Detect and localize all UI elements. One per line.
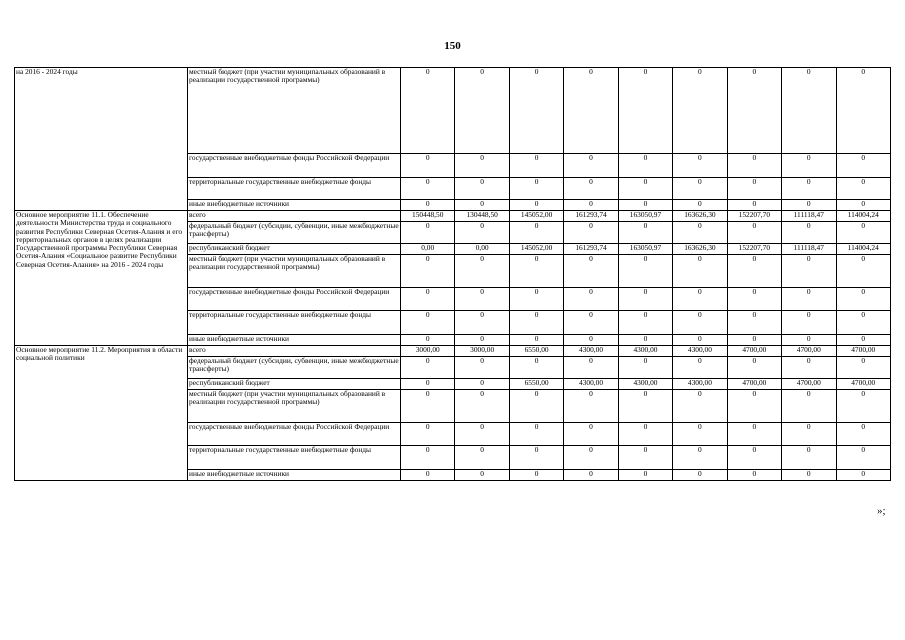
amount-cell: 0,00 (455, 244, 509, 255)
amount-cell: 114004,24 (836, 211, 891, 222)
measure-name-cell: Основное мероприятие 11.2. Мероприятия в области социальной политики (15, 346, 188, 481)
amount-cell: 0 (727, 311, 781, 335)
amount-cell: 0 (564, 311, 618, 335)
amount-cell: 0 (836, 335, 891, 346)
amount-cell: 0 (509, 154, 563, 178)
amount-cell: 0 (618, 222, 672, 244)
amount-cell: 0 (673, 311, 727, 335)
amount-cell: 0 (564, 178, 618, 200)
amount-cell: 114004,24 (836, 244, 891, 255)
amount-cell: 0 (455, 288, 509, 311)
amount-cell: 0 (455, 200, 509, 211)
funding-source-cell: федеральный бюджет (субсидии, субвенции, иные межбюджетные трансферты) (188, 222, 401, 244)
funding-source-cell: всего (188, 346, 401, 357)
funding-source-cell: местный бюджет (при участии муниципальных образований в реализации государственной программы) (188, 68, 401, 154)
amount-cell: 0 (401, 288, 455, 311)
amount-cell: 0,00 (401, 244, 455, 255)
amount-cell: 0 (509, 288, 563, 311)
amount-cell: 0 (618, 68, 672, 154)
table-row (15, 68, 891, 154)
amount-cell: 111118,47 (782, 211, 836, 222)
amount-cell: 0 (401, 222, 455, 244)
amount-cell: 0 (455, 222, 509, 244)
amount-cell: 0 (673, 255, 727, 288)
funding-source-cell: республиканский бюджет (188, 244, 401, 255)
table-row (15, 346, 891, 357)
amount-cell: 0 (782, 390, 836, 423)
amount-cell: 161293,74 (564, 211, 618, 222)
amount-cell: 0 (727, 446, 781, 470)
amount-cell: 4700,00 (782, 346, 836, 357)
amount-cell: 0 (618, 390, 672, 423)
amount-cell: 0 (618, 255, 672, 288)
amount-cell: 0 (618, 446, 672, 470)
amount-cell: 0 (782, 335, 836, 346)
amount-cell: 0 (618, 357, 672, 379)
amount-cell: 0 (727, 68, 781, 154)
amount-cell: 0 (401, 423, 455, 446)
funding-source-cell: иные внебюджетные источники (188, 470, 401, 481)
amount-cell: 0 (401, 154, 455, 178)
amount-cell: 152207,70 (727, 244, 781, 255)
amount-cell: 150448,50 (401, 211, 455, 222)
amount-cell: 0 (836, 288, 891, 311)
funding-source-cell: федеральный бюджет (субсидии, субвенции, иные межбюджетные трансферты) (188, 357, 401, 379)
amount-cell: 0 (618, 178, 672, 200)
amount-cell: 0 (564, 470, 618, 481)
amount-cell: 0 (673, 390, 727, 423)
amount-cell: 0 (618, 423, 672, 446)
amount-cell: 0 (509, 446, 563, 470)
amount-cell: 0 (782, 311, 836, 335)
amount-cell: 0 (618, 200, 672, 211)
amount-cell: 0 (401, 379, 455, 390)
funding-source-cell: всего (188, 211, 401, 222)
amount-cell: 145052,00 (509, 244, 563, 255)
amount-cell: 0 (727, 390, 781, 423)
amount-cell: 0 (401, 255, 455, 288)
amount-cell: 0 (836, 222, 891, 244)
amount-cell: 0 (782, 255, 836, 288)
amount-cell: 0 (727, 178, 781, 200)
amount-cell: 0 (673, 446, 727, 470)
amount-cell: 4300,00 (618, 346, 672, 357)
amount-cell: 0 (564, 255, 618, 288)
amount-cell: 4300,00 (673, 379, 727, 390)
amount-cell: 0 (401, 446, 455, 470)
amount-cell: 0 (455, 255, 509, 288)
amount-cell: 0 (836, 255, 891, 288)
amount-cell: 152207,70 (727, 211, 781, 222)
amount-cell: 0 (564, 390, 618, 423)
amount-cell: 0 (564, 200, 618, 211)
amount-cell: 4700,00 (836, 346, 891, 357)
amount-cell: 0 (455, 390, 509, 423)
amount-cell: 4300,00 (673, 346, 727, 357)
amount-cell: 0 (673, 222, 727, 244)
amount-cell: 0 (509, 222, 563, 244)
funding-source-cell: иные внебюджетные источники (188, 335, 401, 346)
amount-cell: 0 (727, 423, 781, 446)
funding-source-cell: территориальные государственные внебюджетные фонды (188, 178, 401, 200)
amount-cell: 0 (727, 255, 781, 288)
amount-cell: 163050,97 (618, 211, 672, 222)
amount-cell: 0 (401, 357, 455, 379)
amount-cell: 6550,00 (509, 379, 563, 390)
amount-cell: 0 (455, 335, 509, 346)
amount-cell: 0 (782, 288, 836, 311)
amount-cell: 0 (455, 154, 509, 178)
measure-name-cell: Основное мероприятие 11.1. Обеспечение деятельности Министерства труда и социального развития Республики Северная Осетия-Алания и его территориальных органов в целях реализации Государственной программы Республики Северная Осетия-Алания «Социальное развитие Республики Северная Осетия-Алания» на 2016 - 2024 годы (15, 211, 188, 346)
amount-cell: 111118,47 (782, 244, 836, 255)
amount-cell: 0 (673, 357, 727, 379)
amount-cell: 0 (836, 357, 891, 379)
amount-cell: 0 (727, 200, 781, 211)
amount-cell: 4300,00 (564, 346, 618, 357)
amount-cell: 0 (836, 178, 891, 200)
amount-cell: 0 (673, 423, 727, 446)
amount-cell: 0 (455, 470, 509, 481)
amount-cell: 0 (782, 154, 836, 178)
amount-cell: 0 (564, 68, 618, 154)
amount-cell: 0 (727, 288, 781, 311)
amount-cell: 0 (509, 335, 563, 346)
budget-table-body (15, 68, 891, 481)
amount-cell: 4700,00 (727, 346, 781, 357)
amount-cell: 0 (836, 154, 891, 178)
amount-cell: 0 (727, 154, 781, 178)
amount-cell: 0 (673, 288, 727, 311)
amount-cell: 163626,30 (673, 244, 727, 255)
amount-cell: 163050,97 (618, 244, 672, 255)
amount-cell: 0 (782, 423, 836, 446)
amount-cell: 0 (782, 178, 836, 200)
amount-cell: 161293,74 (564, 244, 618, 255)
measure-name-cell: на 2016 - 2024 годы (15, 68, 188, 211)
amount-cell: 0 (782, 200, 836, 211)
amount-cell: 130448,50 (455, 211, 509, 222)
amount-cell: 4700,00 (727, 379, 781, 390)
amount-cell: 0 (618, 154, 672, 178)
amount-cell: 0 (401, 200, 455, 211)
amount-cell: 0 (509, 423, 563, 446)
amount-cell: 0 (836, 68, 891, 154)
amount-cell: 0 (782, 470, 836, 481)
amount-cell: 0 (509, 470, 563, 481)
amount-cell: 0 (509, 255, 563, 288)
amount-cell: 0 (455, 379, 509, 390)
amount-cell: 0 (673, 200, 727, 211)
amount-cell: 0 (673, 68, 727, 154)
amount-cell: 0 (455, 357, 509, 379)
amount-cell: 0 (455, 446, 509, 470)
amount-cell: 0 (455, 423, 509, 446)
amount-cell: 4700,00 (782, 379, 836, 390)
amount-cell: 0 (673, 335, 727, 346)
amount-cell: 0 (727, 335, 781, 346)
amount-cell: 0 (401, 390, 455, 423)
amount-cell: 0 (401, 68, 455, 154)
amount-cell: 0 (727, 222, 781, 244)
amount-cell: 0 (836, 470, 891, 481)
amount-cell: 0 (673, 154, 727, 178)
amount-cell: 0 (564, 222, 618, 244)
amount-cell: 0 (727, 357, 781, 379)
amount-cell: 4300,00 (618, 379, 672, 390)
funding-source-cell: местный бюджет (при участии муниципальных образований в реализации государственной программы) (188, 390, 401, 423)
amount-cell: 0 (401, 311, 455, 335)
amount-cell: 0 (836, 446, 891, 470)
funding-source-cell: государственные внебюджетные фонды Российской Федерации (188, 423, 401, 446)
amount-cell: 0 (836, 311, 891, 335)
amount-cell: 0 (727, 470, 781, 481)
funding-source-cell: государственные внебюджетные фонды Российской Федерации (188, 154, 401, 178)
amount-cell: 0 (836, 390, 891, 423)
amount-cell: 0 (618, 288, 672, 311)
amount-cell: 3000,00 (455, 346, 509, 357)
funding-source-cell: иные внебюджетные источники (188, 200, 401, 211)
amount-cell: 0 (564, 446, 618, 470)
amount-cell: 0 (401, 178, 455, 200)
page-number: 150 (444, 40, 461, 52)
budget-table (14, 67, 891, 481)
amount-cell: 0 (618, 470, 672, 481)
amount-cell: 0 (455, 311, 509, 335)
amount-cell: 0 (455, 178, 509, 200)
closing-quote-mark: »; (877, 505, 886, 517)
amount-cell: 0 (836, 423, 891, 446)
amount-cell: 0 (509, 178, 563, 200)
amount-cell: 0 (618, 311, 672, 335)
amount-cell: 0 (564, 335, 618, 346)
amount-cell: 0 (782, 222, 836, 244)
amount-cell: 0 (673, 470, 727, 481)
amount-cell: 3000,00 (401, 346, 455, 357)
funding-source-cell: территориальные государственные внебюджетные фонды (188, 311, 401, 335)
table-row (15, 211, 891, 222)
amount-cell: 0 (564, 154, 618, 178)
funding-source-cell: территориальные государственные внебюджетные фонды (188, 446, 401, 470)
amount-cell: 0 (401, 335, 455, 346)
amount-cell: 0 (782, 446, 836, 470)
amount-cell: 0 (564, 423, 618, 446)
amount-cell: 145052,00 (509, 211, 563, 222)
amount-cell: 0 (564, 288, 618, 311)
funding-source-cell: государственные внебюджетные фонды Российской Федерации (188, 288, 401, 311)
amount-cell: 0 (509, 357, 563, 379)
funding-source-cell: местный бюджет (при участии муниципальных образований в реализации государственной программы) (188, 255, 401, 288)
amount-cell: 163626,30 (673, 211, 727, 222)
amount-cell: 0 (509, 390, 563, 423)
amount-cell: 6550,00 (509, 346, 563, 357)
amount-cell: 4300,00 (564, 379, 618, 390)
amount-cell: 0 (509, 200, 563, 211)
amount-cell: 0 (782, 357, 836, 379)
amount-cell: 0 (618, 335, 672, 346)
amount-cell: 4700,00 (836, 379, 891, 390)
amount-cell: 0 (673, 178, 727, 200)
amount-cell: 0 (401, 470, 455, 481)
amount-cell: 0 (455, 68, 509, 154)
amount-cell: 0 (782, 68, 836, 154)
amount-cell: 0 (509, 68, 563, 154)
funding-source-cell: республиканский бюджет (188, 379, 401, 390)
amount-cell: 0 (509, 311, 563, 335)
amount-cell: 0 (836, 200, 891, 211)
amount-cell: 0 (564, 357, 618, 379)
